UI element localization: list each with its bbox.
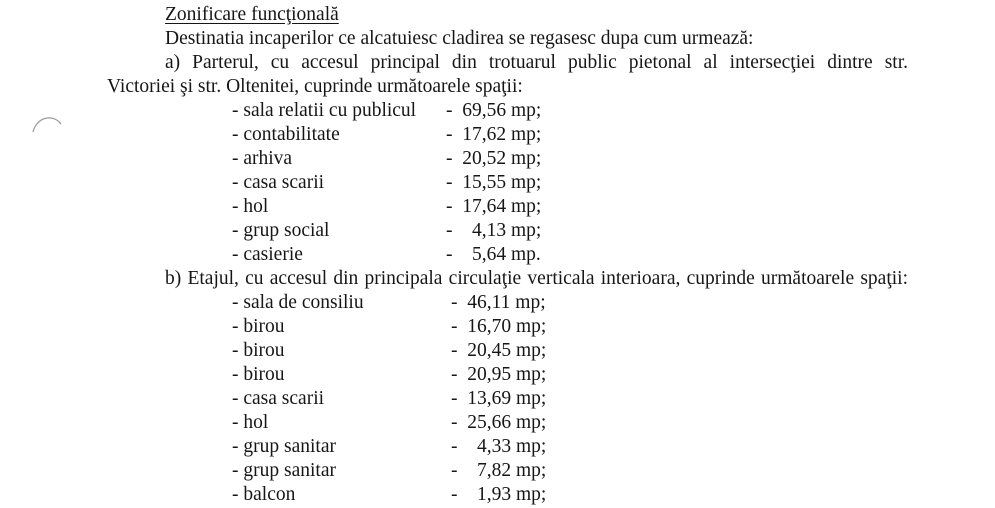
room-area: - 15,55 mp;: [446, 172, 542, 193]
room-name: - grup social: [232, 220, 330, 241]
room-name: - birou: [232, 340, 285, 361]
room-name: - grup sanitar: [232, 436, 336, 457]
room-area: - 20,95 mp;: [451, 364, 547, 385]
room-name: - casa scarii: [232, 172, 325, 193]
section-a-paragraph-line-1: a) Parterul, cu accesul principal din trotuarul public pietonal al intersecţiei dintre str.: [165, 52, 908, 73]
room-area: - 4,33 mp;: [451, 436, 547, 457]
room-name: - arhiva: [232, 148, 293, 169]
room-area: - 17,62 mp;: [446, 124, 542, 145]
scan-arc-mark: [30, 112, 64, 136]
room-area: - 20,45 mp;: [451, 340, 547, 361]
room-name: - contabilitate: [232, 124, 340, 145]
room-area: - 5,64 mp.: [446, 244, 541, 265]
room-name: - sala de consiliu: [232, 292, 364, 313]
room-area: - 20,52 mp;: [446, 148, 542, 169]
room-name: - hol: [232, 412, 269, 433]
room-area: - 25,66 mp;: [451, 412, 547, 433]
room-area: - 46,11 mp;: [451, 292, 546, 313]
intro-paragraph: Destinatia incaperilor ce alcatuiesc cladirea se regasesc dupa cum urmează:: [165, 28, 754, 49]
room-name: - hol: [232, 196, 269, 217]
room-area: - 7,82 mp;: [451, 460, 547, 481]
room-name: - grup sanitar: [232, 460, 336, 481]
room-area: - 16,70 mp;: [451, 316, 547, 337]
room-area: - 4,13 mp;: [446, 220, 542, 241]
room-area: - 13,69 mp;: [451, 388, 547, 409]
room-name: - casierie: [232, 244, 303, 265]
room-name: - sala relatii cu publicul: [232, 100, 417, 121]
room-name: - casa scarii: [232, 388, 325, 409]
section-a-paragraph-line-2: Victoriei şi str. Oltenitei, cuprinde următoarele spaţii:: [107, 76, 523, 97]
room-area: - 69,56 mp;: [446, 100, 542, 121]
room-name: - birou: [232, 364, 285, 385]
section-b-paragraph: b) Etajul, cu accesul din principala circulaţie verticala interioara, cuprinde următoarele spaţii:: [165, 268, 908, 289]
room-name: - birou: [232, 316, 285, 337]
room-area: - 17,64 mp;: [446, 196, 542, 217]
room-name: - balcon: [232, 484, 296, 505]
section-heading: Zonificare funcţională: [165, 4, 339, 25]
room-area: - 1,93 mp;: [451, 484, 547, 505]
